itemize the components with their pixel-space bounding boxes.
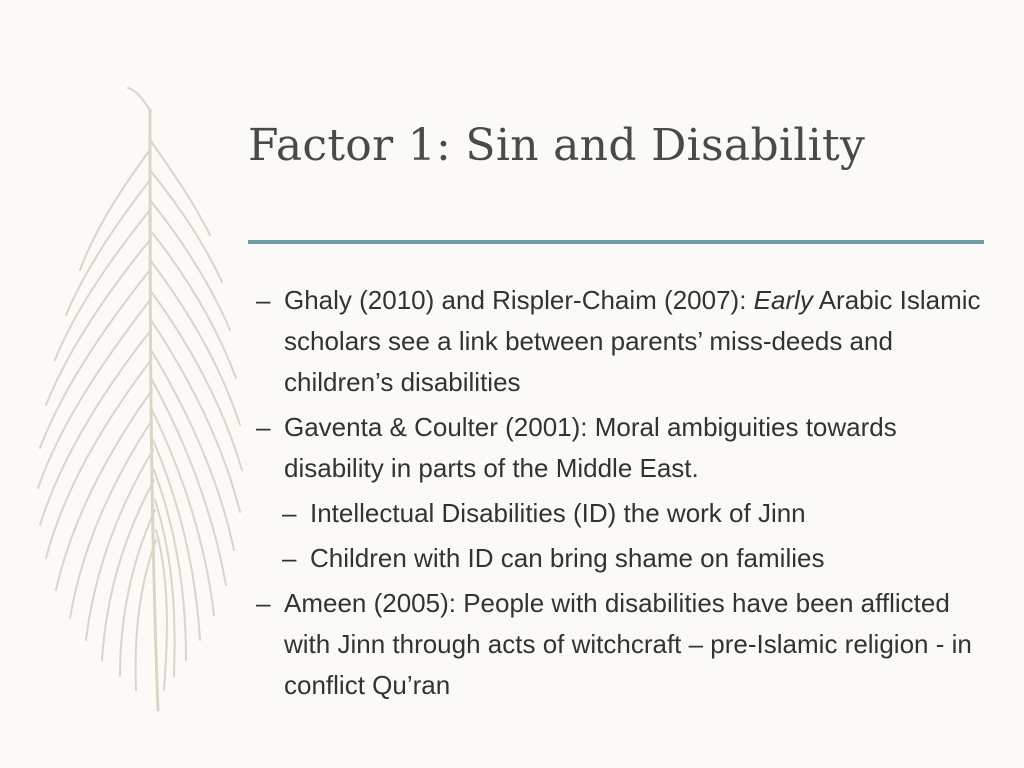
bullet-marker: – <box>282 498 297 528</box>
sub-bullet-item <box>282 538 996 579</box>
bullet-item <box>256 280 996 403</box>
bullet-marker: – <box>256 285 271 315</box>
slide-title: Factor 1: Sin and Disability <box>248 120 866 171</box>
bullet-text-italic: Early <box>753 285 813 315</box>
bullet-marker: – <box>282 543 297 573</box>
title-divider <box>248 240 984 244</box>
bullet-text: Gaventa & Coulter (2001): Moral ambiguities towards disability in parts of the Middle East. <box>284 412 897 483</box>
bullet-item <box>256 407 996 489</box>
bullet-text: Children with ID can bring shame on families <box>310 543 825 573</box>
bullet-text: Intellectual Disabilities (ID) the work of Jinn <box>310 498 806 528</box>
bullet-list <box>256 280 996 710</box>
sub-bullet-item <box>282 493 996 534</box>
bullet-text: Arabic Islamic scholars see a link between parents’ miss-deeds and children’s disabilities <box>284 285 981 397</box>
bullet-item <box>256 583 996 706</box>
bullet-text: Ameen (2005): People with disabilities have been afflicted with Jinn through acts of witchcraft – pre-Islamic religion - in conflict Qu’ran <box>284 588 972 700</box>
bullet-text: Ghaly (2010) and Rispler-Chaim (2007): <box>284 285 754 315</box>
bullet-marker: – <box>256 588 271 618</box>
bullet-marker: – <box>256 412 271 442</box>
